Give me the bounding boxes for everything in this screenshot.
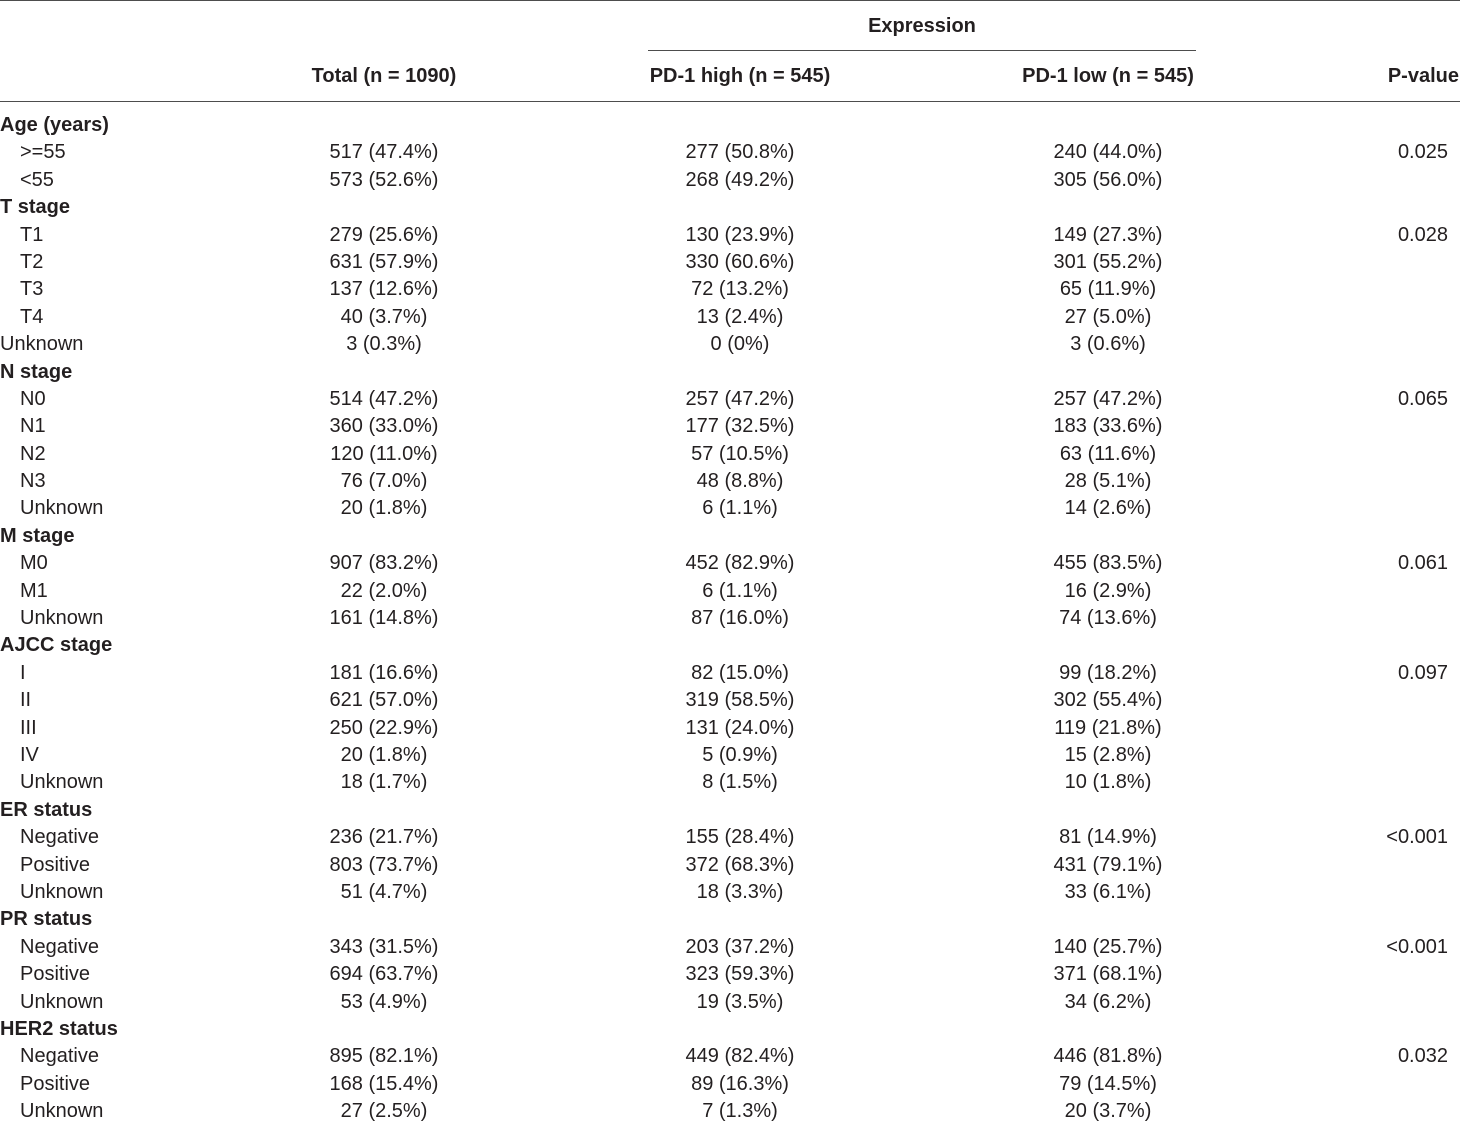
header-bottom-rule xyxy=(0,101,1460,102)
row-label: Positive xyxy=(20,963,91,986)
cell-pd1-high: 5 (0.9%) xyxy=(702,743,778,766)
column-header-p-value: P-value xyxy=(1387,65,1459,87)
cell-pd1-low: 371 (68.1%) xyxy=(1053,963,1163,986)
row-label: IV xyxy=(20,743,39,766)
cell-pd1-low: 140 (25.7%) xyxy=(1053,935,1163,958)
cell-pd1-low: 28 (5.1%) xyxy=(1064,470,1152,493)
section-label: PR status xyxy=(0,908,93,931)
cell-pd1-low: 99 (18.2%) xyxy=(1059,661,1157,684)
cell-p-value: 0.028 xyxy=(1397,223,1448,246)
table-row xyxy=(0,824,1460,851)
cell-p-value: 0.097 xyxy=(1397,661,1448,684)
cell-total: 621 (57.0%) xyxy=(329,689,439,712)
row-label: T1 xyxy=(20,223,44,246)
row-label: N0 xyxy=(20,387,46,410)
cell-total: 18 (1.7%) xyxy=(340,771,428,794)
cell-pd1-high: 268 (49.2%) xyxy=(685,168,795,191)
expression-underline xyxy=(648,50,1196,51)
column-header-pd1-low: PD-1 low (n = 545) xyxy=(1022,65,1194,87)
cell-pd1-high: 89 (16.3%) xyxy=(691,1072,789,1095)
row-label: Negative xyxy=(20,826,99,849)
cell-pd1-low: 149 (27.3%) xyxy=(1053,223,1163,246)
table-row xyxy=(0,249,1460,276)
cell-pd1-high: 6 (1.1%) xyxy=(702,579,778,602)
row-label: III xyxy=(20,716,37,739)
cell-pd1-low: 16 (2.9%) xyxy=(1064,579,1152,602)
cell-total: 517 (47.4%) xyxy=(329,141,439,164)
section-header-row xyxy=(0,1016,1460,1043)
table-row xyxy=(0,304,1460,331)
cell-total: 3 (0.3%) xyxy=(346,333,422,356)
section-header-row xyxy=(0,797,1460,824)
cell-total: 343 (31.5%) xyxy=(329,935,439,958)
table-row xyxy=(0,989,1460,1016)
cell-total: 76 (7.0%) xyxy=(340,470,428,493)
cell-pd1-low: 183 (33.6%) xyxy=(1053,415,1163,438)
table-row xyxy=(0,1098,1460,1125)
cell-pd1-high: 131 (24.0%) xyxy=(685,716,795,739)
row-label: Positive xyxy=(20,1072,91,1095)
cell-pd1-high: 372 (68.3%) xyxy=(685,853,795,876)
cell-pd1-high: 130 (23.9%) xyxy=(685,223,795,246)
cell-pd1-high: 7 (1.3%) xyxy=(702,1100,778,1123)
cell-pd1-low: 10 (1.8%) xyxy=(1064,771,1152,794)
row-label: Negative xyxy=(20,1045,99,1068)
table-row xyxy=(0,660,1460,687)
table-row xyxy=(0,879,1460,906)
cell-pd1-high: 13 (2.4%) xyxy=(696,305,784,328)
row-label: I xyxy=(20,661,26,684)
cell-pd1-high: 48 (8.8%) xyxy=(696,470,784,493)
table-row xyxy=(0,1043,1460,1070)
cell-p-value: 0.065 xyxy=(1397,387,1448,410)
cell-total: 120 (11.0%) xyxy=(330,442,438,465)
cell-total: 631 (57.9%) xyxy=(329,250,439,273)
section-header-row xyxy=(0,194,1460,221)
row-label: Unknown xyxy=(20,607,104,630)
cell-total: 53 (4.9%) xyxy=(340,990,428,1013)
section-label: M stage xyxy=(0,524,75,547)
cell-pd1-low: 240 (44.0%) xyxy=(1053,141,1163,164)
row-label: M0 xyxy=(20,552,48,575)
cell-pd1-low: 34 (6.2%) xyxy=(1064,990,1152,1013)
cell-pd1-low: 20 (3.7%) xyxy=(1064,1100,1152,1123)
cell-pd1-low: 3 (0.6%) xyxy=(1070,333,1146,356)
cell-total: 137 (12.6%) xyxy=(329,278,439,301)
cell-total: 40 (3.7%) xyxy=(340,305,428,328)
cell-pd1-high: 155 (28.4%) xyxy=(685,826,795,849)
cell-pd1-high: 449 (82.4%) xyxy=(685,1045,795,1068)
cell-total: 20 (1.8%) xyxy=(340,497,428,520)
table-row xyxy=(0,276,1460,303)
section-label: HER2 status xyxy=(0,1017,118,1040)
table-row xyxy=(0,413,1460,440)
cell-total: 573 (52.6%) xyxy=(329,168,439,191)
table-row xyxy=(0,605,1460,632)
section-label: N stage xyxy=(0,360,73,383)
section-header-row xyxy=(0,906,1460,933)
cell-pd1-low: 79 (14.5%) xyxy=(1059,1072,1157,1095)
cell-pd1-high: 72 (13.2%) xyxy=(691,278,789,301)
cell-pd1-high: 87 (16.0%) xyxy=(691,607,789,630)
cell-pd1-high: 203 (37.2%) xyxy=(685,935,795,958)
cell-pd1-low: 27 (5.0%) xyxy=(1064,305,1152,328)
section-label: T stage xyxy=(0,196,71,219)
row-label: N2 xyxy=(20,442,46,465)
table-row xyxy=(0,441,1460,468)
cell-pd1-low: 302 (55.4%) xyxy=(1053,689,1163,712)
expression-group-header: Expression xyxy=(868,15,976,37)
cell-total: 236 (21.7%) xyxy=(329,826,439,849)
cell-pd1-high: 323 (59.3%) xyxy=(685,963,795,986)
cell-total: 279 (25.6%) xyxy=(329,223,439,246)
section-label: ER status xyxy=(0,798,93,821)
table-row xyxy=(0,386,1460,413)
cell-total: 803 (73.7%) xyxy=(329,853,439,876)
cell-p-value: 0.061 xyxy=(1397,552,1448,575)
cell-pd1-high: 257 (47.2%) xyxy=(685,387,795,410)
row-label: Unknown xyxy=(20,1100,104,1123)
cell-pd1-low: 15 (2.8%) xyxy=(1064,743,1152,766)
section-label: AJCC stage xyxy=(0,634,113,657)
cell-pd1-high: 6 (1.1%) xyxy=(702,497,778,520)
row-label: M1 xyxy=(20,579,48,602)
section-header-row xyxy=(0,359,1460,386)
cell-pd1-low: 81 (14.9%) xyxy=(1059,826,1157,849)
cell-pd1-high: 452 (82.9%) xyxy=(685,552,795,575)
table-row xyxy=(0,550,1460,577)
cell-total: 250 (22.9%) xyxy=(329,716,439,739)
table-row xyxy=(0,961,1460,988)
cell-total: 514 (47.2%) xyxy=(329,387,439,410)
cell-total: 27 (2.5%) xyxy=(340,1100,428,1123)
row-label: >=55 xyxy=(20,141,66,164)
section-header-row xyxy=(0,523,1460,550)
cell-pd1-low: 455 (83.5%) xyxy=(1053,552,1163,575)
section-header-row xyxy=(0,112,1460,139)
column-header-total: Total (n = 1090) xyxy=(311,65,457,87)
row-label: <55 xyxy=(20,168,54,191)
cell-pd1-low: 446 (81.8%) xyxy=(1053,1045,1163,1068)
cell-pd1-low: 74 (13.6%) xyxy=(1059,607,1157,630)
table-row xyxy=(0,715,1460,742)
cell-total: 168 (15.4%) xyxy=(329,1072,439,1095)
row-label: Unknown xyxy=(0,333,84,356)
cell-pd1-low: 305 (56.0%) xyxy=(1053,168,1163,191)
table-row xyxy=(0,331,1460,358)
section-header-row xyxy=(0,632,1460,659)
cell-pd1-high: 0 (0%) xyxy=(710,333,770,356)
row-label: Positive xyxy=(20,853,91,876)
cell-total: 181 (16.6%) xyxy=(329,661,439,684)
row-label: Negative xyxy=(20,935,99,958)
cell-pd1-low: 119 (21.8%) xyxy=(1054,716,1162,739)
cell-pd1-high: 277 (50.8%) xyxy=(685,141,795,164)
table-row xyxy=(0,742,1460,769)
cell-total: 20 (1.8%) xyxy=(340,743,428,766)
cell-pd1-high: 19 (3.5%) xyxy=(696,990,784,1013)
cell-pd1-high: 82 (15.0%) xyxy=(691,661,789,684)
table-row xyxy=(0,139,1460,166)
table-row xyxy=(0,167,1460,194)
row-label: T2 xyxy=(20,250,44,273)
row-label: T3 xyxy=(20,278,44,301)
row-label: N1 xyxy=(20,415,46,438)
cell-total: 895 (82.1%) xyxy=(329,1045,439,1068)
cell-pd1-low: 301 (55.2%) xyxy=(1053,250,1163,273)
cell-pd1-low: 431 (79.1%) xyxy=(1053,853,1163,876)
row-label: Unknown xyxy=(20,497,104,520)
row-label: N3 xyxy=(20,470,46,493)
section-label: Age (years) xyxy=(0,114,109,136)
table-body xyxy=(0,112,1460,1125)
table-row xyxy=(0,1071,1460,1098)
cell-pd1-high: 330 (60.6%) xyxy=(685,250,795,273)
table-row xyxy=(0,578,1460,605)
table-row xyxy=(0,769,1460,796)
cell-pd1-low: 63 (11.6%) xyxy=(1059,442,1157,465)
row-label: Unknown xyxy=(20,771,104,794)
row-label: Unknown xyxy=(20,990,104,1013)
table-row xyxy=(0,222,1460,249)
table-row xyxy=(0,495,1460,522)
cell-pd1-high: 319 (58.5%) xyxy=(685,689,795,712)
row-label: Unknown xyxy=(20,880,104,903)
table-row xyxy=(0,852,1460,879)
cell-p-value: 0.032 xyxy=(1397,1045,1448,1068)
table-row xyxy=(0,468,1460,495)
cell-pd1-high: 177 (32.5%) xyxy=(685,415,795,438)
cell-total: 161 (14.8%) xyxy=(329,607,439,630)
cell-pd1-high: 8 (1.5%) xyxy=(702,771,778,794)
cell-total: 51 (4.7%) xyxy=(340,880,428,903)
cell-pd1-low: 65 (11.9%) xyxy=(1059,278,1157,301)
cell-pd1-high: 18 (3.3%) xyxy=(696,880,784,903)
row-label: T4 xyxy=(20,305,44,328)
cell-total: 907 (83.2%) xyxy=(329,552,439,575)
cell-p-value: 0.025 xyxy=(1397,141,1448,164)
table-row xyxy=(0,934,1460,961)
cell-pd1-low: 257 (47.2%) xyxy=(1053,387,1163,410)
cell-pd1-low: 33 (6.1%) xyxy=(1064,880,1152,903)
cell-pd1-low: 14 (2.6%) xyxy=(1064,497,1152,520)
column-header-pd1-high: PD-1 high (n = 545) xyxy=(649,65,831,87)
cell-p-value: <0.001 xyxy=(1386,935,1448,958)
row-label: II xyxy=(20,689,32,712)
cell-total: 360 (33.0%) xyxy=(329,415,439,438)
table-row xyxy=(0,687,1460,714)
cell-total: 22 (2.0%) xyxy=(340,579,428,602)
cell-total: 694 (63.7%) xyxy=(329,963,439,986)
cell-p-value: <0.001 xyxy=(1386,826,1448,849)
cell-pd1-high: 57 (10.5%) xyxy=(691,442,789,465)
top-rule xyxy=(0,0,1460,1)
